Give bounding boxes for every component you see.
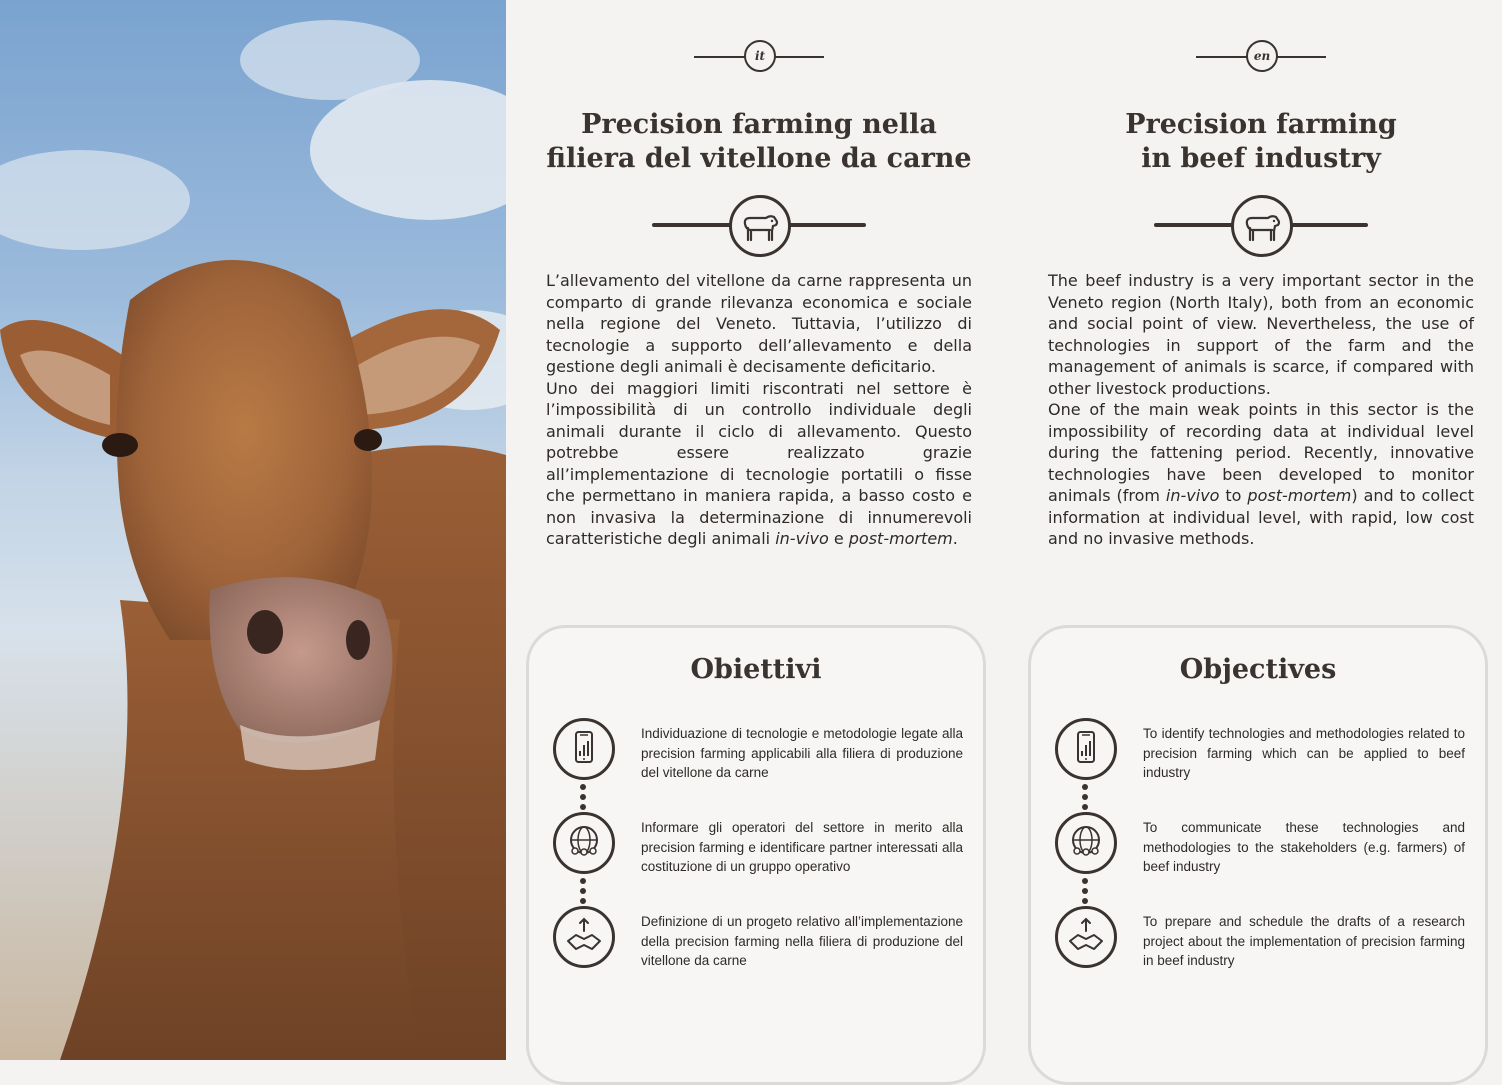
objective-2: To communicate these technologies and methodologies to the stakeholders (e.g. farmers) of beef industry [1143,820,1465,874]
page-title-en [1031,108,1491,176]
objectives-card-it [526,625,986,1085]
objectives-card-en [1028,625,1488,1085]
cow-icon [729,195,791,257]
cow-photo [0,0,506,1060]
paragraph-1: The beef industry is a very important sector in the Veneto region (North Italy), both from an economic and social point of view. Nevertheless, the use of technologies in support of the farm and the management of animals is scarce, if compared with other livestock productions. [1048,271,1474,398]
objective-1: To identify technologies and methodologies related to precision farming which can be applied to beef industry [1143,726,1465,780]
title-line-1: Precision farming nella [581,109,937,140]
objective-3: To prepare and schedule the drafts of a research project about the implementation of precision farming in beef industry [1143,914,1465,968]
title-line-2: filiera del vitellone da carne [546,143,972,174]
lang-badge-it: it [744,40,776,72]
title-line-2: in beef industry [1141,143,1381,174]
cow-divider-en [1154,195,1368,257]
paragraph-2: One of the main weak points in this sector is the impossibility of recording data at individual level during the fattening period. Recently, innovative technologies have been developed to monitor animals (from in-vivo to post-mortem) and to collect information at individual level, with rapid, low cost and no invasive methods. [1048,400,1475,548]
lang-selector-en [1196,40,1326,74]
globe-people-icon [1055,812,1117,874]
intro-text-en [1048,270,1474,550]
objectives-title: Objectives [1179,654,1337,685]
objective-1: Individuazione di tecnologie e metodologie legate alla precision farming applicabili alla filiera di produzione del vitellone da carne [641,726,963,780]
objective-3: Definizione di un progeto relativo all’implementazione della precision farming nella filiera di produzione del vitellone da carne [641,914,963,968]
lang-selector-it [694,40,824,74]
objectives-title: Obiettivi [690,654,822,685]
objective-2: Informare gli operatori del settore in merito alla precision farming e identificare partner interessati alla costituzione di un gruppo operativo [641,820,963,874]
cow-divider-it [652,195,866,257]
cow-icon [1231,195,1293,257]
page-title-it [529,108,989,176]
globe-people-icon [553,812,615,874]
paragraph-2: Uno dei maggiori limiti riscontrati nel settore è l’impossibilità di un controllo individuale degli animali durante il ciclo di allevamento. Questo potrebbe essere realizzato grazie all’implementazione di tecnologie portatili o fisse che permettano in maniera rapida, a basso costo e non invasiva la determinazione di innumerevoli caratteristiche degli animali in-vivo e post-mortem. [546,378,972,548]
smartphone-chart-icon [1055,718,1117,780]
intro-text-it [546,270,972,550]
smartphone-chart-icon [553,718,615,780]
handshake-icon [1055,906,1117,968]
title-line-1: Precision farming [1125,109,1397,140]
paragraph-1: L’allevamento del vitellone da carne rappresenta un comparto di grande rilevanza economica e sociale nella regione del Veneto. Tuttavia, l’utilizzo di tecnologie a supporto dell’allevamento e della gestione degli animali è decisamente deficitario. [546,271,972,376]
lang-badge-en: en [1246,40,1278,72]
cow-illustration [0,0,506,1060]
handshake-icon [553,906,615,968]
